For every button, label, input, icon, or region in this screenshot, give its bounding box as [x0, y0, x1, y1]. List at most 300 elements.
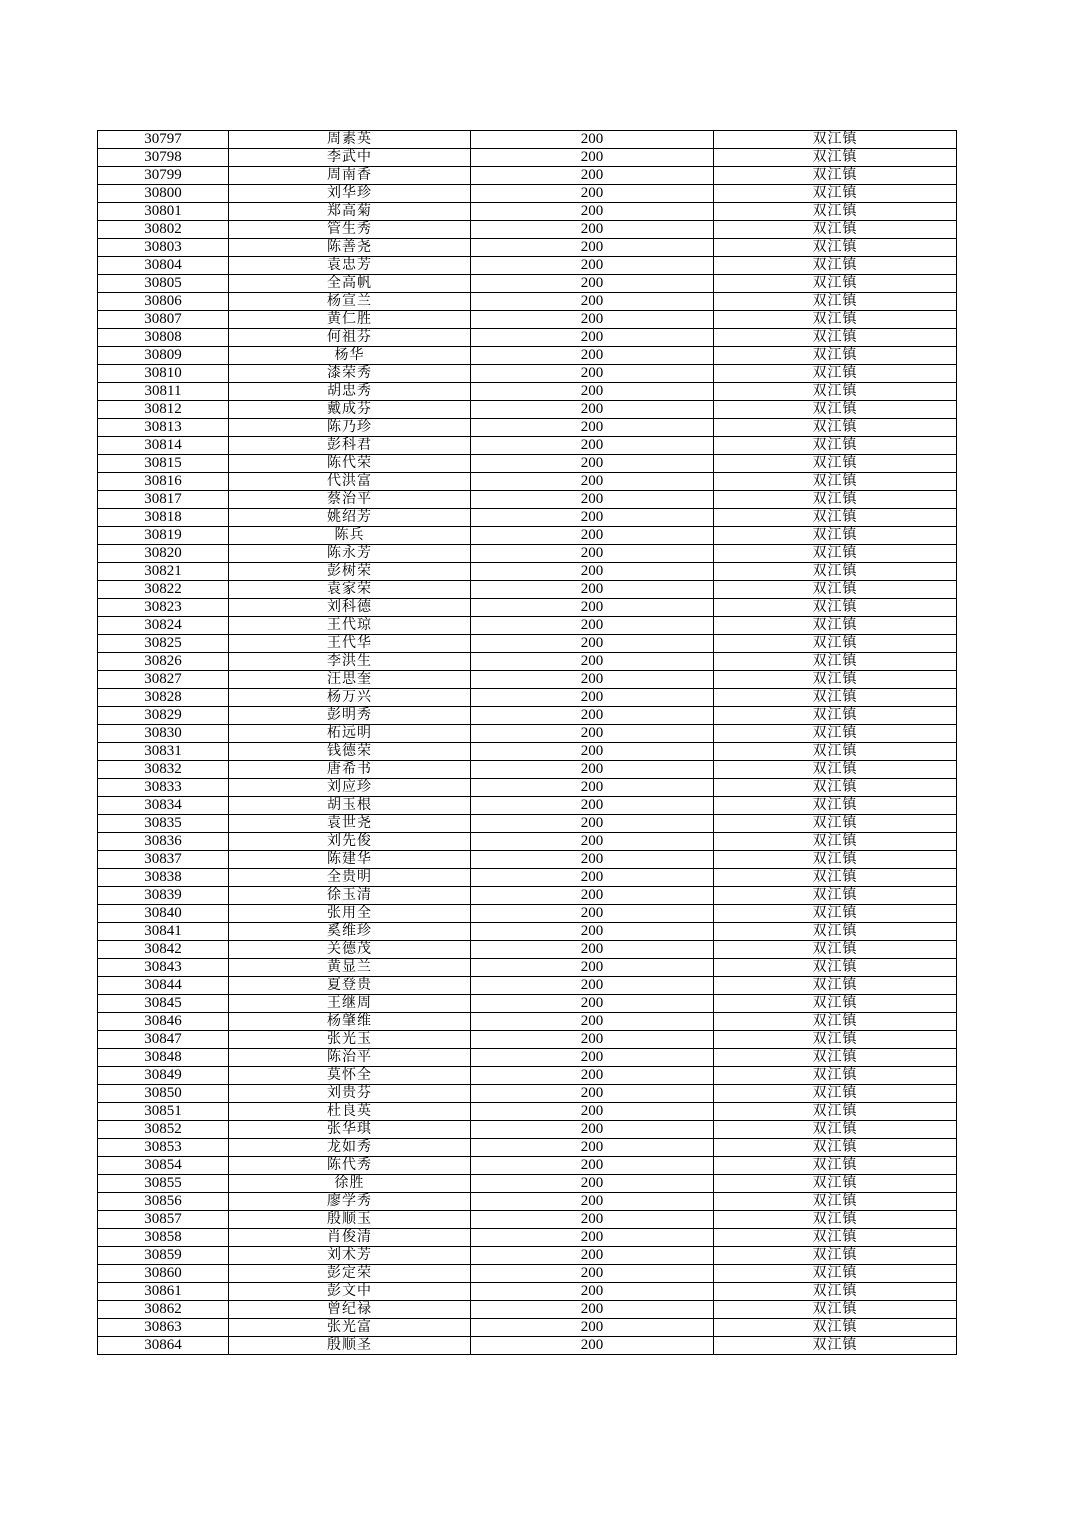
row-id-cell: 30798	[98, 149, 229, 167]
row-id-cell: 30846	[98, 1013, 229, 1031]
row-town-cell: 双江镇	[714, 1283, 957, 1301]
row-town-cell: 双江镇	[714, 509, 957, 527]
row-town-cell: 双江镇	[714, 1085, 957, 1103]
table-row	[98, 545, 957, 563]
row-id-cell: 30839	[98, 887, 229, 905]
table-row	[98, 1319, 957, 1337]
row-id-cell: 30820	[98, 545, 229, 563]
row-town-cell: 双江镇	[714, 311, 957, 329]
row-amount-cell: 200	[471, 671, 714, 689]
row-name-cell: 黄仁胜	[229, 311, 471, 329]
row-id-cell: 30808	[98, 329, 229, 347]
row-id-cell: 30805	[98, 275, 229, 293]
row-amount-cell: 200	[471, 1301, 714, 1319]
table-row	[98, 797, 957, 815]
row-town-cell: 双江镇	[714, 887, 957, 905]
row-id-cell: 30815	[98, 455, 229, 473]
row-amount-cell: 200	[471, 725, 714, 743]
row-name-cell: 肖俊清	[229, 1229, 471, 1247]
row-amount-cell: 200	[471, 1031, 714, 1049]
row-id-cell: 30801	[98, 203, 229, 221]
row-amount-cell: 200	[471, 923, 714, 941]
row-id-cell: 30838	[98, 869, 229, 887]
row-id-cell: 30814	[98, 437, 229, 455]
row-id-cell: 30864	[98, 1337, 229, 1355]
row-amount-cell: 200	[471, 1157, 714, 1175]
row-amount-cell: 200	[471, 1337, 714, 1355]
row-amount-cell: 200	[471, 1085, 714, 1103]
row-id-cell: 30819	[98, 527, 229, 545]
row-town-cell: 双江镇	[714, 923, 957, 941]
row-id-cell: 30797	[98, 131, 229, 149]
table-row	[98, 1085, 957, 1103]
row-name-cell: 曾纪禄	[229, 1301, 471, 1319]
row-amount-cell: 200	[471, 995, 714, 1013]
row-name-cell: 徐玉清	[229, 887, 471, 905]
row-town-cell: 双江镇	[714, 995, 957, 1013]
row-name-cell: 彭定荣	[229, 1265, 471, 1283]
row-id-cell: 30824	[98, 617, 229, 635]
table-row	[98, 329, 957, 347]
row-name-cell: 全高帆	[229, 275, 471, 293]
row-town-cell: 双江镇	[714, 1103, 957, 1121]
table-row	[98, 257, 957, 275]
table-row	[98, 1265, 957, 1283]
row-town-cell: 双江镇	[714, 365, 957, 383]
row-name-cell: 杨宣兰	[229, 293, 471, 311]
row-id-cell: 30807	[98, 311, 229, 329]
row-id-cell: 30840	[98, 905, 229, 923]
row-id-cell: 30803	[98, 239, 229, 257]
table-row	[98, 815, 957, 833]
table-row	[98, 455, 957, 473]
row-town-cell: 双江镇	[714, 1049, 957, 1067]
table-row	[98, 869, 957, 887]
row-town-cell: 双江镇	[714, 797, 957, 815]
row-id-cell: 30832	[98, 761, 229, 779]
row-id-cell: 30855	[98, 1175, 229, 1193]
row-town-cell: 双江镇	[714, 257, 957, 275]
row-name-cell: 彭文中	[229, 1283, 471, 1301]
table-row	[98, 563, 957, 581]
row-name-cell: 彭树荣	[229, 563, 471, 581]
row-amount-cell: 200	[471, 311, 714, 329]
row-name-cell: 莫怀全	[229, 1067, 471, 1085]
row-amount-cell: 200	[471, 491, 714, 509]
row-town-cell: 双江镇	[714, 743, 957, 761]
row-town-cell: 双江镇	[714, 1175, 957, 1193]
table-row	[98, 617, 957, 635]
row-town-cell: 双江镇	[714, 1193, 957, 1211]
table-row	[98, 527, 957, 545]
row-town-cell: 双江镇	[714, 437, 957, 455]
row-amount-cell: 200	[471, 779, 714, 797]
row-town-cell: 双江镇	[714, 149, 957, 167]
row-amount-cell: 200	[471, 635, 714, 653]
row-name-cell: 李武中	[229, 149, 471, 167]
table-row	[98, 1337, 957, 1355]
row-amount-cell: 200	[471, 653, 714, 671]
row-name-cell: 管生秀	[229, 221, 471, 239]
row-id-cell: 30843	[98, 959, 229, 977]
row-id-cell: 30822	[98, 581, 229, 599]
row-name-cell: 黄显兰	[229, 959, 471, 977]
row-id-cell: 30856	[98, 1193, 229, 1211]
row-amount-cell: 200	[471, 617, 714, 635]
row-town-cell: 双江镇	[714, 653, 957, 671]
table-row	[98, 167, 957, 185]
row-name-cell: 张光玉	[229, 1031, 471, 1049]
row-amount-cell: 200	[471, 347, 714, 365]
table-row	[98, 1139, 957, 1157]
row-name-cell: 钱德荣	[229, 743, 471, 761]
row-name-cell: 徐胜	[229, 1175, 471, 1193]
row-id-cell: 30826	[98, 653, 229, 671]
table-row	[98, 1067, 957, 1085]
row-name-cell: 刘科德	[229, 599, 471, 617]
table-row	[98, 347, 957, 365]
row-town-cell: 双江镇	[714, 779, 957, 797]
row-amount-cell: 200	[471, 1229, 714, 1247]
row-name-cell: 龙如秀	[229, 1139, 471, 1157]
row-amount-cell: 200	[471, 1013, 714, 1031]
row-town-cell: 双江镇	[714, 959, 957, 977]
records-table	[97, 130, 957, 1355]
row-id-cell: 30827	[98, 671, 229, 689]
row-town-cell: 双江镇	[714, 1301, 957, 1319]
table-row	[98, 653, 957, 671]
row-town-cell: 双江镇	[714, 383, 957, 401]
row-name-cell: 袁世尧	[229, 815, 471, 833]
row-id-cell: 30860	[98, 1265, 229, 1283]
row-amount-cell: 200	[471, 437, 714, 455]
table-row	[98, 491, 957, 509]
table-row	[98, 725, 957, 743]
row-name-cell: 陈代荣	[229, 455, 471, 473]
table-row	[98, 1247, 957, 1265]
row-town-cell: 双江镇	[714, 491, 957, 509]
row-town-cell: 双江镇	[714, 185, 957, 203]
row-amount-cell: 200	[471, 1103, 714, 1121]
row-amount-cell: 200	[471, 221, 714, 239]
row-name-cell: 代洪富	[229, 473, 471, 491]
row-amount-cell: 200	[471, 905, 714, 923]
row-amount-cell: 200	[471, 599, 714, 617]
table-row	[98, 761, 957, 779]
row-amount-cell: 200	[471, 185, 714, 203]
table-row	[98, 1049, 957, 1067]
row-amount-cell: 200	[471, 743, 714, 761]
row-name-cell: 奚维珍	[229, 923, 471, 941]
row-amount-cell: 200	[471, 509, 714, 527]
table-row	[98, 959, 957, 977]
row-town-cell: 双江镇	[714, 1265, 957, 1283]
row-amount-cell: 200	[471, 1283, 714, 1301]
row-town-cell: 双江镇	[714, 1229, 957, 1247]
row-amount-cell: 200	[471, 1265, 714, 1283]
row-amount-cell: 200	[471, 833, 714, 851]
table-row	[98, 1031, 957, 1049]
row-amount-cell: 200	[471, 545, 714, 563]
row-name-cell: 周素英	[229, 131, 471, 149]
table-row	[98, 1211, 957, 1229]
row-name-cell: 胡忠秀	[229, 383, 471, 401]
table-row	[98, 1229, 957, 1247]
row-town-cell: 双江镇	[714, 1337, 957, 1355]
row-town-cell: 双江镇	[714, 761, 957, 779]
row-name-cell: 蔡治平	[229, 491, 471, 509]
table-row	[98, 995, 957, 1013]
row-amount-cell: 200	[471, 887, 714, 905]
row-id-cell: 30841	[98, 923, 229, 941]
table-row	[98, 311, 957, 329]
table-row	[98, 905, 957, 923]
row-town-cell: 双江镇	[714, 419, 957, 437]
row-id-cell: 30828	[98, 689, 229, 707]
row-name-cell: 杨万兴	[229, 689, 471, 707]
row-amount-cell: 200	[471, 527, 714, 545]
row-town-cell: 双江镇	[714, 1319, 957, 1337]
row-id-cell: 30823	[98, 599, 229, 617]
row-id-cell: 30809	[98, 347, 229, 365]
row-name-cell: 袁家荣	[229, 581, 471, 599]
row-town-cell: 双江镇	[714, 851, 957, 869]
row-name-cell: 陈代秀	[229, 1157, 471, 1175]
table-row	[98, 689, 957, 707]
table-row	[98, 779, 957, 797]
row-town-cell: 双江镇	[714, 131, 957, 149]
row-town-cell: 双江镇	[714, 1031, 957, 1049]
row-id-cell: 30836	[98, 833, 229, 851]
row-name-cell: 王继周	[229, 995, 471, 1013]
table-row	[98, 851, 957, 869]
row-id-cell: 30812	[98, 401, 229, 419]
row-amount-cell: 200	[471, 239, 714, 257]
row-id-cell: 30799	[98, 167, 229, 185]
row-name-cell: 殷顺圣	[229, 1337, 471, 1355]
row-town-cell: 双江镇	[714, 293, 957, 311]
row-town-cell: 双江镇	[714, 869, 957, 887]
table-row	[98, 437, 957, 455]
row-town-cell: 双江镇	[714, 941, 957, 959]
row-name-cell: 刘华珍	[229, 185, 471, 203]
row-name-cell: 廖学秀	[229, 1193, 471, 1211]
row-name-cell: 夏登贵	[229, 977, 471, 995]
row-name-cell: 彭明秀	[229, 707, 471, 725]
row-amount-cell: 200	[471, 959, 714, 977]
row-amount-cell: 200	[471, 293, 714, 311]
row-id-cell: 30853	[98, 1139, 229, 1157]
row-town-cell: 双江镇	[714, 563, 957, 581]
row-id-cell: 30835	[98, 815, 229, 833]
row-town-cell: 双江镇	[714, 671, 957, 689]
row-amount-cell: 200	[471, 455, 714, 473]
table-row	[98, 383, 957, 401]
row-id-cell: 30833	[98, 779, 229, 797]
row-id-cell: 30806	[98, 293, 229, 311]
table-row	[98, 1157, 957, 1175]
row-name-cell: 陈永芳	[229, 545, 471, 563]
row-id-cell: 30844	[98, 977, 229, 995]
table-row	[98, 131, 957, 149]
row-town-cell: 双江镇	[714, 1013, 957, 1031]
row-name-cell: 汪思奎	[229, 671, 471, 689]
row-amount-cell: 200	[471, 1175, 714, 1193]
row-amount-cell: 200	[471, 1121, 714, 1139]
row-name-cell: 刘先俊	[229, 833, 471, 851]
row-name-cell: 刘术芳	[229, 1247, 471, 1265]
row-id-cell: 30837	[98, 851, 229, 869]
row-amount-cell: 200	[471, 257, 714, 275]
row-town-cell: 双江镇	[714, 581, 957, 599]
row-amount-cell: 200	[471, 761, 714, 779]
row-amount-cell: 200	[471, 815, 714, 833]
table-row	[98, 1301, 957, 1319]
table-row	[98, 941, 957, 959]
table-row	[98, 833, 957, 851]
row-amount-cell: 200	[471, 401, 714, 419]
row-amount-cell: 200	[471, 581, 714, 599]
table-row	[98, 1193, 957, 1211]
row-name-cell: 陈治平	[229, 1049, 471, 1067]
row-name-cell: 漆荣秀	[229, 365, 471, 383]
row-name-cell: 李洪生	[229, 653, 471, 671]
row-name-cell: 全贵明	[229, 869, 471, 887]
row-name-cell: 袁忠芳	[229, 257, 471, 275]
row-town-cell: 双江镇	[714, 1157, 957, 1175]
row-town-cell: 双江镇	[714, 401, 957, 419]
table-row	[98, 275, 957, 293]
records-table-body	[98, 131, 957, 1355]
table-row	[98, 743, 957, 761]
table-row	[98, 1013, 957, 1031]
row-town-cell: 双江镇	[714, 725, 957, 743]
row-amount-cell: 200	[471, 869, 714, 887]
row-name-cell: 刘贵芬	[229, 1085, 471, 1103]
table-row	[98, 1103, 957, 1121]
row-town-cell: 双江镇	[714, 707, 957, 725]
row-name-cell: 王代华	[229, 635, 471, 653]
row-town-cell: 双江镇	[714, 1121, 957, 1139]
row-name-cell: 张光富	[229, 1319, 471, 1337]
row-amount-cell: 200	[471, 419, 714, 437]
row-id-cell: 30857	[98, 1211, 229, 1229]
table-row	[98, 509, 957, 527]
table-row	[98, 419, 957, 437]
row-town-cell: 双江镇	[714, 473, 957, 491]
table-row	[98, 1283, 957, 1301]
row-amount-cell: 200	[471, 1049, 714, 1067]
row-town-cell: 双江镇	[714, 1247, 957, 1265]
row-town-cell: 双江镇	[714, 617, 957, 635]
row-id-cell: 30859	[98, 1247, 229, 1265]
row-id-cell: 30849	[98, 1067, 229, 1085]
table-row	[98, 401, 957, 419]
table-row	[98, 599, 957, 617]
row-town-cell: 双江镇	[714, 1067, 957, 1085]
row-id-cell: 30861	[98, 1283, 229, 1301]
row-amount-cell: 200	[471, 383, 714, 401]
row-town-cell: 双江镇	[714, 1139, 957, 1157]
row-amount-cell: 200	[471, 1247, 714, 1265]
row-id-cell: 30829	[98, 707, 229, 725]
row-town-cell: 双江镇	[714, 1211, 957, 1229]
row-town-cell: 双江镇	[714, 977, 957, 995]
table-row	[98, 203, 957, 221]
table-row	[98, 1175, 957, 1193]
row-amount-cell: 200	[471, 851, 714, 869]
row-id-cell: 30831	[98, 743, 229, 761]
row-id-cell: 30854	[98, 1157, 229, 1175]
table-row	[98, 923, 957, 941]
row-town-cell: 双江镇	[714, 239, 957, 257]
row-town-cell: 双江镇	[714, 635, 957, 653]
row-town-cell: 双江镇	[714, 347, 957, 365]
row-name-cell: 关德茂	[229, 941, 471, 959]
table-row	[98, 887, 957, 905]
row-name-cell: 陈乃珍	[229, 419, 471, 437]
row-id-cell: 30816	[98, 473, 229, 491]
row-id-cell: 30847	[98, 1031, 229, 1049]
row-town-cell: 双江镇	[714, 833, 957, 851]
row-name-cell: 杜良英	[229, 1103, 471, 1121]
table-row	[98, 671, 957, 689]
row-town-cell: 双江镇	[714, 203, 957, 221]
row-amount-cell: 200	[471, 1319, 714, 1337]
row-name-cell: 杨华	[229, 347, 471, 365]
row-amount-cell: 200	[471, 1067, 714, 1085]
row-town-cell: 双江镇	[714, 221, 957, 239]
table-row	[98, 581, 957, 599]
row-name-cell: 彭科君	[229, 437, 471, 455]
table-row	[98, 977, 957, 995]
row-name-cell: 殷顺玉	[229, 1211, 471, 1229]
row-amount-cell: 200	[471, 473, 714, 491]
row-name-cell: 张用全	[229, 905, 471, 923]
row-id-cell: 30852	[98, 1121, 229, 1139]
row-town-cell: 双江镇	[714, 527, 957, 545]
row-amount-cell: 200	[471, 329, 714, 347]
table-row	[98, 635, 957, 653]
table-row	[98, 221, 957, 239]
row-amount-cell: 200	[471, 131, 714, 149]
row-amount-cell: 200	[471, 977, 714, 995]
row-town-cell: 双江镇	[714, 815, 957, 833]
row-town-cell: 双江镇	[714, 455, 957, 473]
table-row	[98, 185, 957, 203]
row-amount-cell: 200	[471, 1193, 714, 1211]
row-id-cell: 30810	[98, 365, 229, 383]
row-id-cell: 30863	[98, 1319, 229, 1337]
row-id-cell: 30851	[98, 1103, 229, 1121]
row-id-cell: 30858	[98, 1229, 229, 1247]
row-amount-cell: 200	[471, 167, 714, 185]
table-row	[98, 293, 957, 311]
row-town-cell: 双江镇	[714, 167, 957, 185]
row-id-cell: 30811	[98, 383, 229, 401]
row-amount-cell: 200	[471, 275, 714, 293]
row-amount-cell: 200	[471, 941, 714, 959]
table-row	[98, 1121, 957, 1139]
row-name-cell: 周南香	[229, 167, 471, 185]
row-id-cell: 30845	[98, 995, 229, 1013]
row-id-cell: 30813	[98, 419, 229, 437]
row-id-cell: 30802	[98, 221, 229, 239]
row-name-cell: 刘应珍	[229, 779, 471, 797]
row-name-cell: 姚绍芳	[229, 509, 471, 527]
row-name-cell: 王代琼	[229, 617, 471, 635]
row-id-cell: 30850	[98, 1085, 229, 1103]
